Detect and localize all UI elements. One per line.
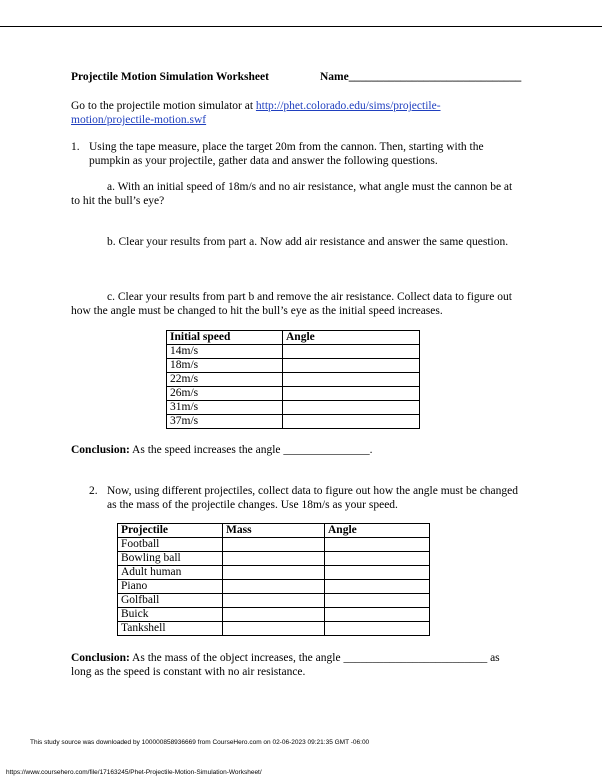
speed-cell: 37m/s (167, 415, 283, 429)
simulator-link-part2[interactable]: motion/projectile-motion.swf (71, 114, 207, 126)
angle-cell[interactable] (283, 345, 420, 359)
q1c-line1: c. Clear your results from part b and remove the air resistance. Collect data to figure out (107, 291, 512, 303)
q1a-line1: a. With an initial speed of 18m/s and no air resistance, what angle must the cannon be at (107, 181, 513, 193)
table-row (167, 345, 420, 359)
col-projectile: Projectile (118, 524, 223, 538)
angle-cell[interactable] (325, 566, 430, 580)
q1c-line2: how the angle must be changed to hit the bull’s eye as the initial speed increases. (71, 305, 443, 317)
mass-cell[interactable] (223, 622, 325, 636)
q2-text-line1: Now, using different projectiles, collect data to figure out how the angle must be changed (107, 485, 519, 497)
q1-number: 1. (71, 141, 80, 153)
table-row (167, 401, 420, 415)
q1-conclusion (71, 443, 373, 457)
speed-angle-table (166, 330, 420, 429)
conclusion-label: Conclusion: (71, 652, 130, 664)
table-row (118, 622, 430, 636)
table-row (118, 566, 430, 580)
worksheet-title: Projectile Motion Simulation Worksheet (71, 71, 269, 83)
angle-cell[interactable] (325, 538, 430, 552)
angle-cell[interactable] (325, 594, 430, 608)
col-initial-speed: Initial speed (167, 331, 283, 345)
table-row (118, 608, 430, 622)
angle-cell[interactable] (283, 387, 420, 401)
projectile-cell: Piano (118, 580, 223, 594)
q1a-line2: to hit the bull’s eye? (71, 195, 165, 207)
q1-text-line1: Using the tape measure, place the target 20m from the cannon. Then, starting with the (89, 141, 484, 153)
col-mass: Mass (223, 524, 325, 538)
table-row (118, 594, 430, 608)
intro-text: Go to the projectile motion simulator at (71, 100, 256, 112)
q2-number: 2. (89, 485, 98, 497)
speed-cell: 26m/s (167, 387, 283, 401)
angle-cell[interactable] (325, 622, 430, 636)
conclusion-text: As the speed increases the angle _______________. (129, 444, 373, 456)
angle-cell[interactable] (283, 359, 420, 373)
col-angle: Angle (283, 331, 420, 345)
q1-text-line2: pumpkin as your projectile, gather data and answer the following questions. (89, 155, 438, 167)
name-field-label: Name______________________________ (320, 71, 522, 83)
projectile-cell: Bowling ball (118, 552, 223, 566)
intro-line-2 (71, 113, 206, 127)
table-header-row (118, 524, 430, 538)
source-url[interactable]: https://www.coursehero.com/file/17163245/Phet-Projectile-Motion-Simulation-Worksheet/ (6, 769, 262, 776)
conclusion-text-line1: As the mass of the object increases, the angle _________________________ as (129, 652, 500, 664)
speed-cell: 31m/s (167, 401, 283, 415)
table-row (167, 387, 420, 401)
q2-conclusion-line2: long as the speed is constant with no air resistance. (71, 666, 306, 678)
projectile-cell: Buick (118, 608, 223, 622)
angle-cell[interactable] (325, 608, 430, 622)
conclusion-label: Conclusion: (71, 444, 130, 456)
q2-conclusion (71, 651, 500, 665)
table-header-row (167, 331, 420, 345)
mass-cell[interactable] (223, 538, 325, 552)
angle-cell[interactable] (283, 401, 420, 415)
table-row (118, 538, 430, 552)
projectile-cell: Adult human (118, 566, 223, 580)
col-angle: Angle (325, 524, 430, 538)
angle-cell[interactable] (325, 580, 430, 594)
table-row (167, 359, 420, 373)
angle-cell[interactable] (283, 373, 420, 387)
speed-cell: 22m/s (167, 373, 283, 387)
mass-cell[interactable] (223, 566, 325, 580)
table-row (167, 373, 420, 387)
projectile-cell: Golfball (118, 594, 223, 608)
projectile-mass-angle-table (117, 523, 430, 636)
projectile-cell: Tankshell (118, 622, 223, 636)
mass-cell[interactable] (223, 608, 325, 622)
speed-cell: 18m/s (167, 359, 283, 373)
table-row (118, 552, 430, 566)
angle-cell[interactable] (283, 415, 420, 429)
mass-cell[interactable] (223, 580, 325, 594)
q2-text-line2: as the mass of the projectile changes. Use 18m/s as your speed. (107, 499, 398, 511)
intro-line (71, 99, 441, 113)
q1b-line1: b. Clear your results from part a. Now add air resistance and answer the same question. (107, 236, 509, 248)
mass-cell[interactable] (223, 552, 325, 566)
projectile-cell: Football (118, 538, 223, 552)
angle-cell[interactable] (325, 552, 430, 566)
mass-cell[interactable] (223, 594, 325, 608)
download-source-note: This study source was downloaded by 100000858936669 from CourseHero.com on 02-06-2023 09:21:35 GMT -06:00 (30, 739, 370, 746)
speed-cell: 14m/s (167, 345, 283, 359)
table-row (167, 415, 420, 429)
top-divider (0, 26, 602, 27)
simulator-link-part1[interactable]: http://phet.colorado.edu/sims/projectile- (255, 100, 441, 112)
table-row (118, 580, 430, 594)
